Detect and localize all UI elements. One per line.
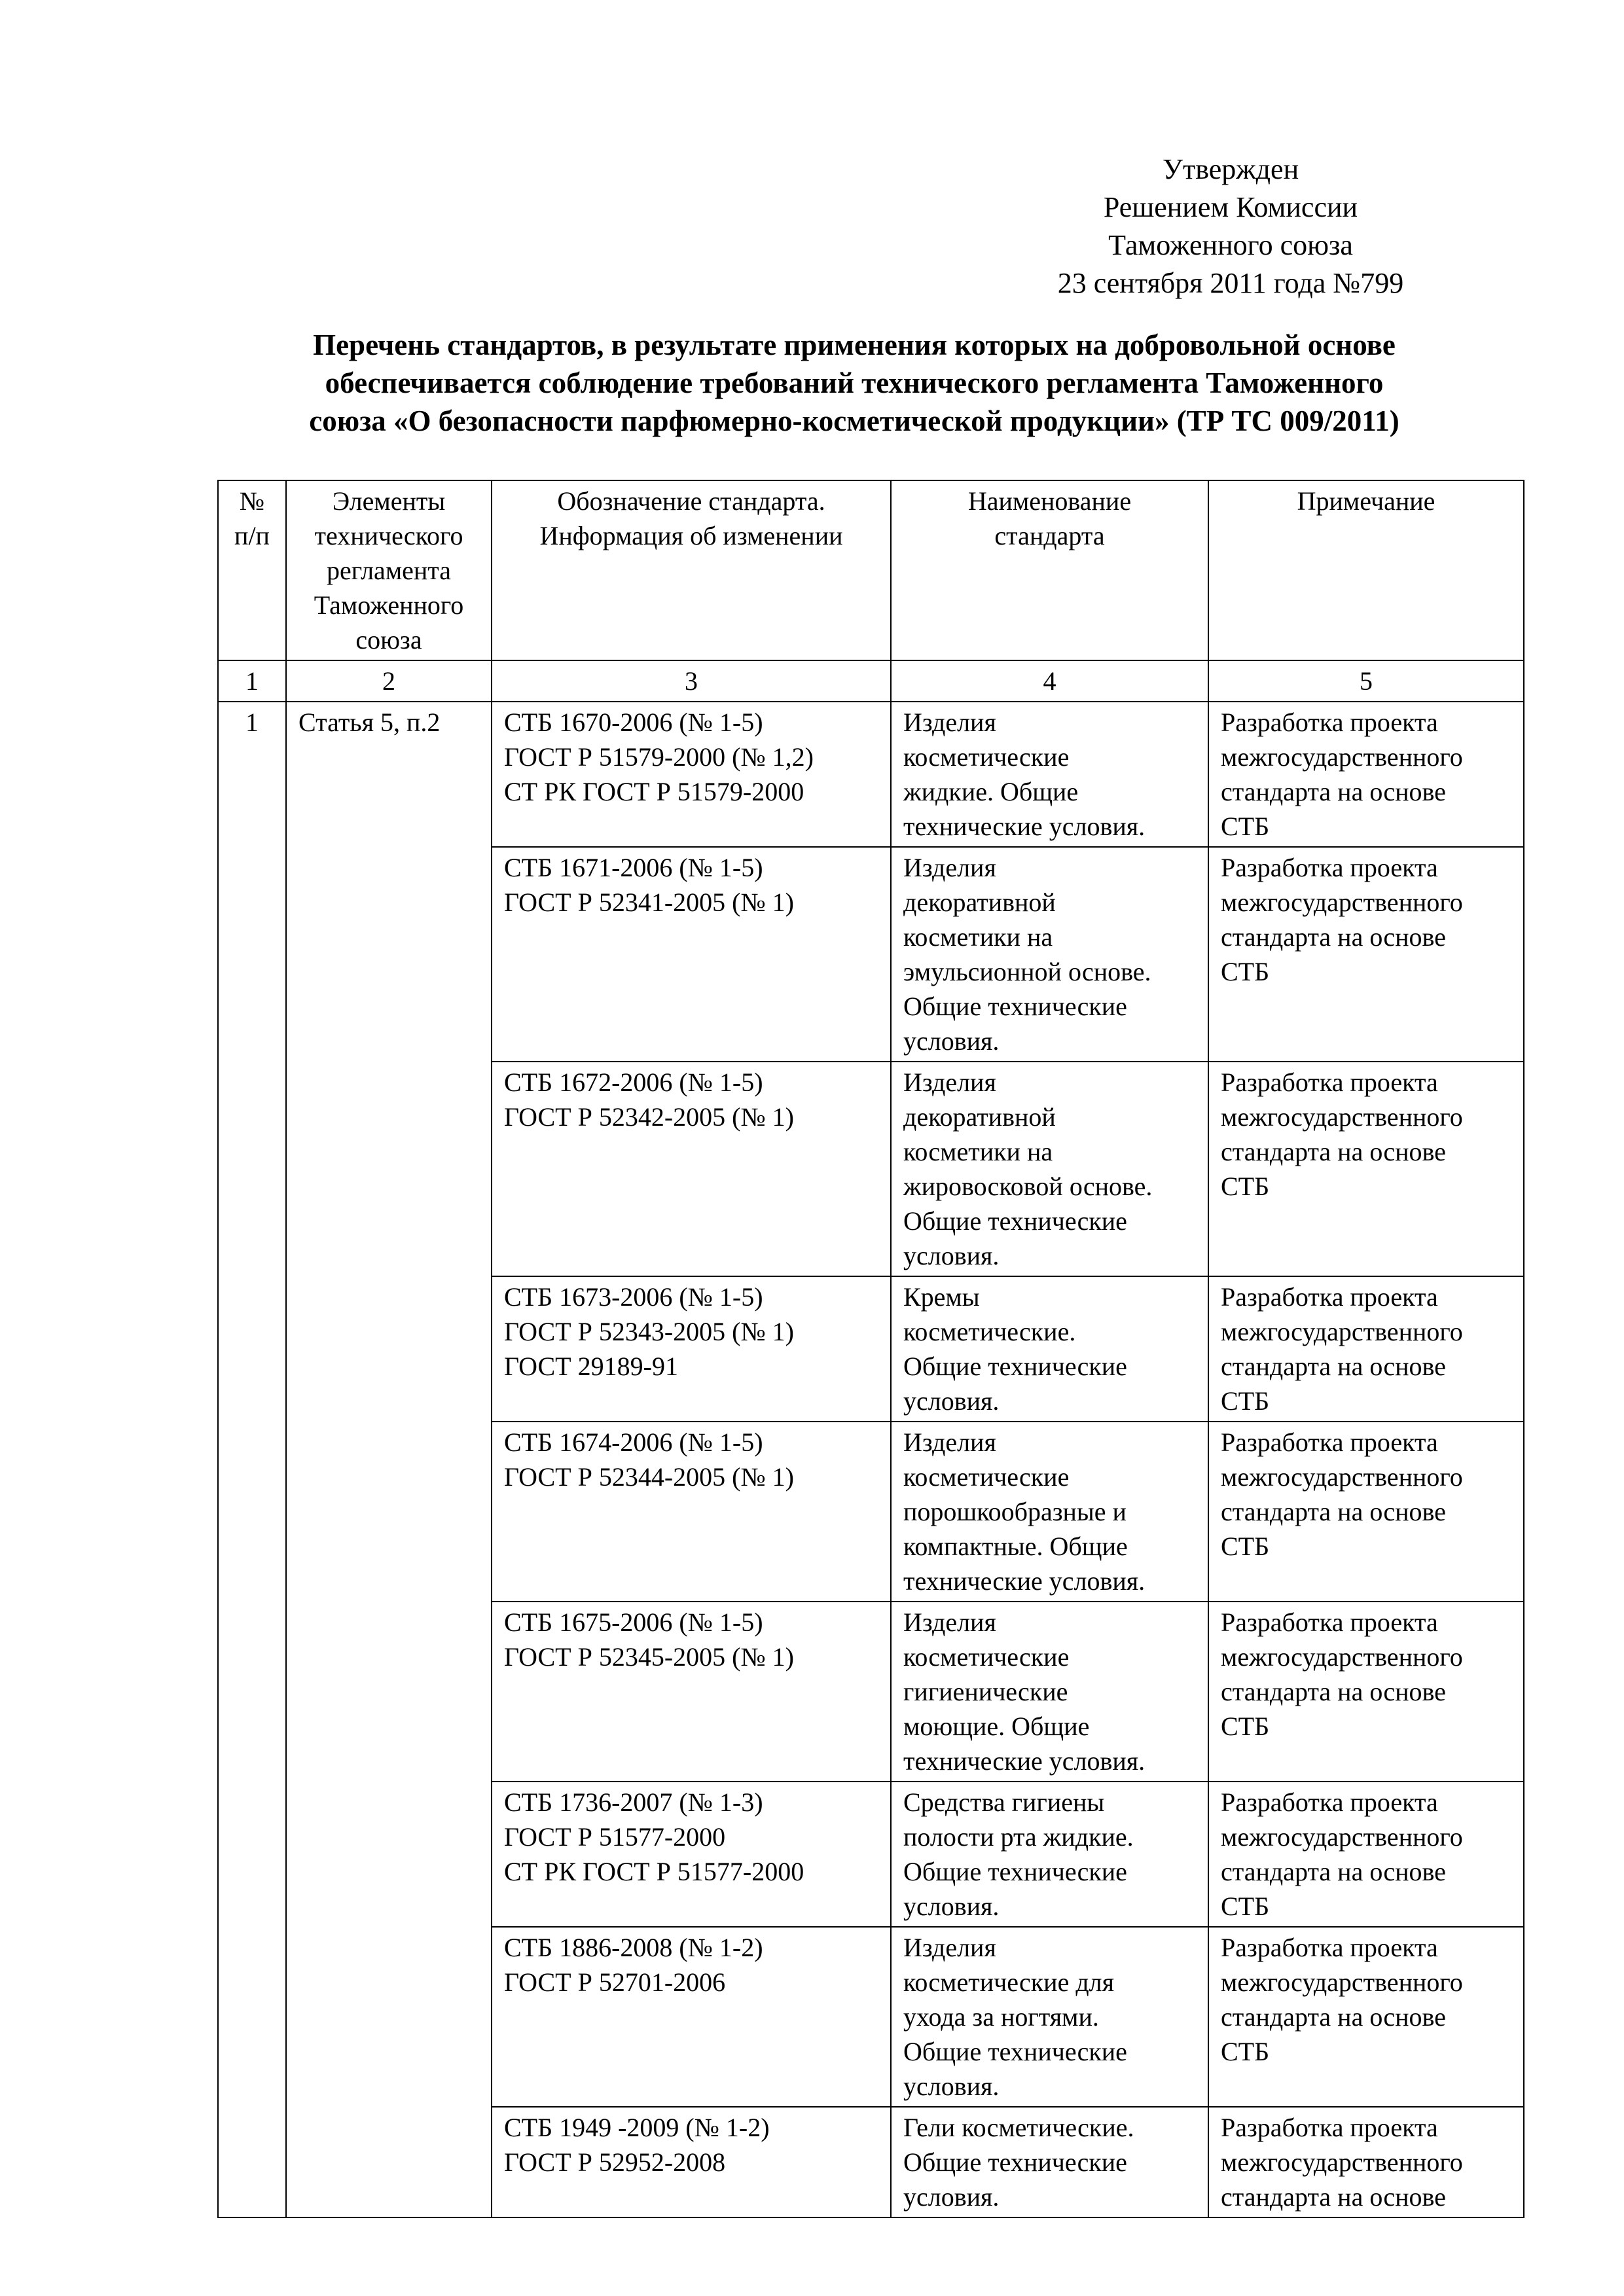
note-line: Разработка проекта <box>1221 1067 1438 1097</box>
header-text: Наименование <box>967 486 1132 516</box>
note-line: межгосударственного <box>1221 1642 1463 1672</box>
name-line: Изделия <box>903 1933 996 1962</box>
header-text: Информация об изменении <box>539 521 843 550</box>
standard-designation <box>492 1062 891 1276</box>
name-line: Общие технические <box>903 1206 1127 1236</box>
header-row <box>218 480 1524 660</box>
name-line: эмульсионной основе. <box>903 957 1151 986</box>
standard-name <box>891 1602 1208 1782</box>
note-line: стандарта на основе <box>1221 1137 1446 1166</box>
designation-line: ГОСТ Р 52341-2005 (№ 1) <box>504 888 794 917</box>
note-line: стандарта на основе <box>1221 1677 1446 1706</box>
note-line: стандарта на основе <box>1221 2002 1446 2032</box>
note-line: стандарта на основе <box>1221 922 1446 952</box>
standard-designation <box>492 1927 891 2107</box>
name-line: технические условия. <box>903 812 1146 841</box>
name-line: условия. <box>903 2182 1000 2212</box>
standard-designation <box>492 1782 891 1927</box>
header-designation <box>492 480 891 660</box>
title-line: Перечень стандартов, в результате применения которых на добровольной основе <box>313 329 1396 361</box>
approval-block <box>969 151 1492 302</box>
designation-line: СТБ 1675-2006 (№ 1-5) <box>504 1607 763 1637</box>
name-line: условия. <box>903 1241 1000 1270</box>
note <box>1208 847 1524 1062</box>
designation-line: ГОСТ Р 52701-2006 <box>504 1967 726 1997</box>
designation-line: ГОСТ Р 51577-2000 <box>504 1822 726 1852</box>
header-name <box>891 480 1208 660</box>
note-line: межгосударственного <box>1221 888 1463 917</box>
designation-line: ГОСТ Р 52952-2008 <box>504 2147 726 2177</box>
name-line: Общие технические <box>903 992 1127 1021</box>
note-line: СТБ <box>1221 1712 1270 1741</box>
approval-line: Решением Комиссии <box>1103 191 1358 223</box>
name-line: жидкие. Общие <box>903 777 1079 806</box>
note-line: Разработка проекта <box>1221 708 1438 737</box>
note-line: стандарта на основе <box>1221 1857 1446 1886</box>
designation-line: ГОСТ Р 51579-2000 (№ 1,2) <box>504 742 814 772</box>
name-line: Общие технические <box>903 1857 1127 1886</box>
note <box>1208 1422 1524 1602</box>
column-number: 1 <box>218 660 286 702</box>
standard-name <box>891 1062 1208 1276</box>
name-line: Общие технические <box>903 2037 1127 2066</box>
note-line: Разработка проекта <box>1221 1787 1438 1817</box>
note-line: Разработка проекта <box>1221 853 1438 882</box>
name-line: гигиенические <box>903 1677 1068 1706</box>
approval-line: Таможенного союза <box>1108 229 1353 261</box>
header-num <box>218 480 286 660</box>
header-note <box>1208 480 1524 660</box>
note-line: стандарта на основе <box>1221 1497 1446 1526</box>
name-line: Изделия <box>903 1067 996 1097</box>
standard-designation <box>492 702 891 847</box>
name-line: ухода за ногтями. <box>903 2002 1099 2032</box>
designation-line: ГОСТ Р 52342-2005 (№ 1) <box>504 1102 794 1132</box>
name-line: косметические для <box>903 1967 1115 1997</box>
name-line: косметики на <box>903 922 1053 952</box>
name-line: косметические <box>903 1462 1070 1492</box>
header-element <box>286 480 492 660</box>
name-line: Средства гигиены <box>903 1787 1105 1817</box>
name-line: косметики на <box>903 1137 1053 1166</box>
designation-line: СТБ 1673-2006 (№ 1-5) <box>504 1282 763 1312</box>
standard-designation <box>492 1276 891 1422</box>
column-number: 4 <box>891 660 1208 702</box>
name-line: Изделия <box>903 1607 996 1637</box>
header-text: № <box>239 486 265 516</box>
name-line: декоративной <box>903 1102 1056 1132</box>
column-number-row <box>218 660 1524 702</box>
designation-line: ГОСТ Р 52343-2005 (№ 1) <box>504 1317 794 1346</box>
designation-line: СТБ 1670-2006 (№ 1-5) <box>504 708 763 737</box>
note-line: СТБ <box>1221 1532 1270 1561</box>
note-line: межгосударственного <box>1221 2147 1463 2177</box>
approval-line: Утвержден <box>1162 153 1299 185</box>
name-line: технические условия. <box>903 1566 1146 1596</box>
note <box>1208 1062 1524 1276</box>
name-line: полости рта жидкие. <box>903 1822 1134 1852</box>
header-text: Обозначение стандарта. <box>557 486 825 516</box>
note-line: межгосударственного <box>1221 1967 1463 1997</box>
header-text: союза <box>355 625 422 655</box>
table-row <box>218 702 1524 847</box>
name-line: Кремы <box>903 1282 980 1312</box>
name-line: Изделия <box>903 1427 996 1457</box>
name-line: технические условия. <box>903 1746 1146 1776</box>
standard-name <box>891 2107 1208 2217</box>
designation-line: СТБ 1886-2008 (№ 1-2) <box>504 1933 763 1962</box>
standard-name <box>891 702 1208 847</box>
name-line: декоративной <box>903 888 1056 917</box>
header-text: Таможенного <box>314 590 464 620</box>
header-text: Элементы <box>332 486 446 516</box>
regulation-element: Статья 5, п.2 <box>286 702 492 2217</box>
designation-line: СТ РК ГОСТ Р 51577-2000 <box>504 1857 804 1886</box>
standard-designation <box>492 847 891 1062</box>
name-line: Изделия <box>903 708 996 737</box>
note-line: стандарта на основе <box>1221 777 1446 806</box>
note-line: Разработка проекта <box>1221 1282 1438 1312</box>
name-line: Общие технические <box>903 1352 1127 1381</box>
note-line: межгосударственного <box>1221 1317 1463 1346</box>
name-line: Общие технические <box>903 2147 1127 2177</box>
name-line: косметические. <box>903 1317 1076 1346</box>
designation-line: ГОСТ Р 52344-2005 (№ 1) <box>504 1462 794 1492</box>
designation-line: ГОСТ Р 52345-2005 (№ 1) <box>504 1642 794 1672</box>
standard-name <box>891 1422 1208 1602</box>
approval-line: 23 сентября 2011 года №799 <box>1057 267 1404 299</box>
note-line: стандарта на основе <box>1221 2182 1446 2212</box>
note-line: СТБ <box>1221 957 1270 986</box>
row-number: 1 <box>218 702 286 2217</box>
note <box>1208 1782 1524 1927</box>
name-line: жировосковой основе. <box>903 1172 1153 1201</box>
note <box>1208 1602 1524 1782</box>
name-line: косметические <box>903 742 1070 772</box>
header-text: стандарта <box>994 521 1105 550</box>
document-title <box>216 326 1492 440</box>
designation-line: СТБ 1736-2007 (№ 1-3) <box>504 1787 763 1817</box>
header-text: регламента <box>326 556 452 585</box>
note-line: Разработка проекта <box>1221 1933 1438 1962</box>
designation-line: СТБ 1674-2006 (№ 1-5) <box>504 1427 763 1457</box>
column-number: 5 <box>1208 660 1524 702</box>
note-line: межгосударственного <box>1221 1462 1463 1492</box>
standard-name <box>891 1782 1208 1927</box>
note-line: СТБ <box>1221 1172 1270 1201</box>
note-line: Разработка проекта <box>1221 1427 1438 1457</box>
note-line: стандарта на основе <box>1221 1352 1446 1381</box>
note <box>1208 2107 1524 2217</box>
name-line: косметические <box>903 1642 1070 1672</box>
column-number: 2 <box>286 660 492 702</box>
name-line: моющие. Общие <box>903 1712 1090 1741</box>
standard-designation <box>492 2107 891 2217</box>
standards-table <box>217 480 1525 2218</box>
name-line: условия. <box>903 1892 1000 1921</box>
header-text: технического <box>314 521 463 550</box>
standard-name <box>891 847 1208 1062</box>
standard-designation <box>492 1602 891 1782</box>
title-line: союза «О безопасности парфюмерно-косметической продукции» (ТР ТС 009/2011) <box>309 404 1399 437</box>
note-line: межгосударственного <box>1221 742 1463 772</box>
designation-line: СТБ 1671-2006 (№ 1-5) <box>504 853 763 882</box>
column-number: 3 <box>492 660 891 702</box>
standard-name <box>891 1276 1208 1422</box>
note-line: межгосударственного <box>1221 1822 1463 1852</box>
note-line: СТБ <box>1221 812 1270 841</box>
note-line: СТБ <box>1221 2037 1270 2066</box>
note <box>1208 1927 1524 2107</box>
note-line: межгосударственного <box>1221 1102 1463 1132</box>
standard-designation <box>492 1422 891 1602</box>
name-line: порошкообразные и <box>903 1497 1127 1526</box>
designation-line: СТ РК ГОСТ Р 51579-2000 <box>504 777 804 806</box>
header-text: п/п <box>234 521 270 550</box>
note-line: СТБ <box>1221 1892 1270 1921</box>
designation-line: СТБ 1672-2006 (№ 1-5) <box>504 1067 763 1097</box>
note-line: Разработка проекта <box>1221 1607 1438 1637</box>
name-line: условия. <box>903 1026 1000 1056</box>
note-line: СТБ <box>1221 1386 1270 1416</box>
note <box>1208 1276 1524 1422</box>
name-line: компактные. Общие <box>903 1532 1128 1561</box>
note-line: Разработка проекта <box>1221 2113 1438 2142</box>
name-line: Гели косметические. <box>903 2113 1134 2142</box>
name-line: Изделия <box>903 853 996 882</box>
header-text: Примечание <box>1297 486 1435 516</box>
name-line: условия. <box>903 1386 1000 1416</box>
title-line: обеспечивается соблюдение требований технического регламента Таможенного <box>325 367 1384 399</box>
standard-name <box>891 1927 1208 2107</box>
note <box>1208 702 1524 847</box>
designation-line: ГОСТ 29189-91 <box>504 1352 678 1381</box>
name-line: условия. <box>903 2072 1000 2101</box>
designation-line: СТБ 1949 -2009 (№ 1-2) <box>504 2113 770 2142</box>
